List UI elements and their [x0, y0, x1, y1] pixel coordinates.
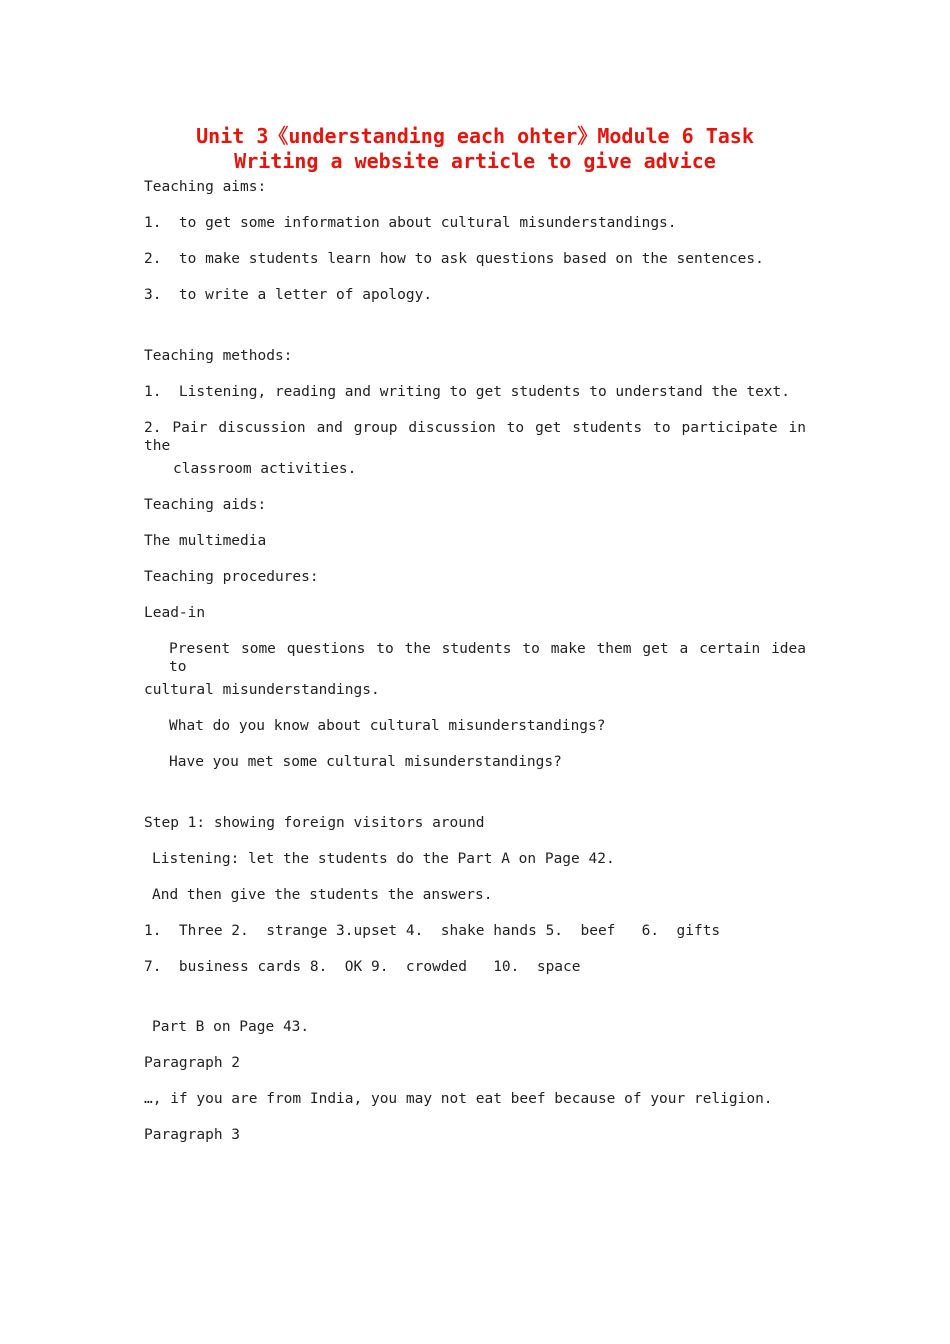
aim-item-3: 3. to write a letter of apology.: [144, 287, 433, 303]
lead-in-paragraph: Present some questions to the students to make them get a certain idea to: [169, 641, 806, 675]
part-b-heading: Part B on Page 43.: [152, 1019, 310, 1035]
aim-item-1: 1. to get some information about cultural misunderstandings.: [144, 215, 677, 231]
lead-in-question-1: What do you know about cultural misunderstandings?: [169, 718, 606, 734]
lead-in-paragraph-continued: cultural misunderstandings.: [144, 682, 380, 698]
heading-teaching-aims: Teaching aims:: [144, 179, 267, 195]
paragraph-3-heading: Paragraph 3: [144, 1127, 241, 1143]
aim-item-2: 2. to make students learn how to ask questions based on the sentences.: [144, 251, 764, 267]
heading-teaching-methods: Teaching methods:: [144, 348, 293, 364]
heading-lead-in: Lead-in: [144, 605, 206, 621]
paragraph-2-text: …, if you are from India, you may not eat beef because of your religion.: [144, 1091, 773, 1107]
answers-line-2: 7. business cards 8. OK 9. crowded 10. space: [144, 959, 581, 975]
step-1-answers-intro: And then give the students the answers.: [152, 887, 493, 903]
heading-teaching-procedures: Teaching procedures:: [144, 569, 319, 585]
heading-teaching-aids: Teaching aids:: [144, 497, 267, 513]
method-item-2: 2. Pair discussion and group discussion to get students to participate in the: [144, 420, 806, 454]
paragraph-2-heading: Paragraph 2: [144, 1055, 241, 1071]
aids-text: The multimedia: [144, 533, 267, 549]
step-1-listening: Listening: let the students do the Part A on Page 42.: [152, 851, 615, 867]
answers-line-1: 1. Three 2. strange 3.upset 4. shake hands 5. beef 6. gifts: [144, 923, 721, 939]
heading-step-1: Step 1: showing foreign visitors around: [144, 815, 485, 831]
lead-in-question-2: Have you met some cultural misunderstandings?: [169, 754, 562, 770]
method-item-1: 1. Listening, reading and writing to get students to understand the text.: [144, 384, 791, 400]
document-title: Unit 3《understanding each ohter》Module 6 Task Writing a website article to give advice: [196, 124, 790, 173]
method-item-2-continued: classroom activities.: [173, 461, 357, 477]
